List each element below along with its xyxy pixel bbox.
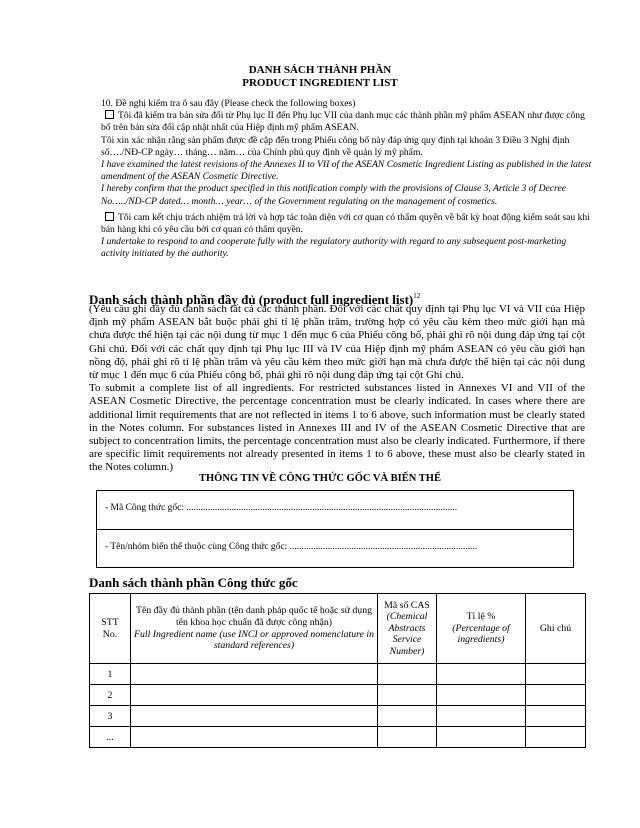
section-10-heading: 10. Đề nghị kiểm tra ô sau đây (Please check the following boxes) <box>101 98 356 109</box>
row-number: ... <box>90 727 131 748</box>
instructions-en: To submit a complete list of all ingredients. For restricted substances listed in Annexes VI and VII of the ASEAN Cosmetic Directive, the percentage concentration must be clearly indicated. In cases where there are additional limit requirements that are not reflected in items 1 to 6 above, such information must be clearly stated in the Notes column. For substances listed in Annexes III and IV of the ASEAN Cosmetic Directive that are subject to concentration limits, the percentage concentration must also be clearly indicated. Furthermore, if there are specific limit requirements not already presented in items 1 to 6 above, these must also be clearly stated in the Notes column.) <box>89 382 585 474</box>
instructions-vi: (Yêu cầu ghi đầy đủ danh sách tất cả các thành phần. Đối với các chất quy định tại Phụ lục VI và VII của Hiệp định mỹ phẩm ASEAN bắt buộc phải ghi tỉ lệ phần trăm, trường hợp có yêu cầu kèm theo mức giới hạn mà chưa được thể hiện tại các nội dung từ mục 1 đến mục 6 của Phiếu công bố, phải ghi rõ nội dung đáp ứng tại cột Ghi chú. Đối với các chất quy định tại Phụ lục III và IV của Hiệp định mỹ phẩm ASEAN có yêu cầu giới hạn nồng độ, phải ghi rõ tỉ lệ phần trăm và yêu cầu kèm theo mức giới hạn mà chưa được thể hiện tại các nội dung từ mục 1 đến mục 6 của Phiếu công bố, phải ghi rõ nội dung đáp ứng tại cột Ghi chú. <box>89 303 585 382</box>
table-row <box>90 727 586 748</box>
document-title: DANH SÁCH THÀNH PHẦN <box>248 64 392 76</box>
col-header-no: STT No. <box>90 594 131 664</box>
formula-info-title: THÔNG TIN VỀ CÔNG THỨC GỐC VÀ BIẾN THỂ <box>199 473 441 484</box>
percentage-cell[interactable] <box>437 727 526 748</box>
checkbox-2[interactable] <box>105 212 114 221</box>
full-list-instructions <box>89 303 585 475</box>
cas-cell[interactable] <box>378 664 437 685</box>
declaration-3-en: I undertake to respond to and cooperate fully with the regulatory authority with regard to any subsequent post-marketing activity initiated by the authority. <box>101 236 567 260</box>
row-number: 3 <box>90 706 131 727</box>
percentage-cell[interactable] <box>437 706 526 727</box>
base-formula-code-field[interactable]: - Mã Công thức gốc: .................................................................................................................. <box>105 503 458 513</box>
section-10 <box>101 98 593 261</box>
notes-cell[interactable] <box>526 727 586 748</box>
notes-cell[interactable] <box>526 685 586 706</box>
declaration-3: Tôi cam kết chịu trách nhiệm trả lời và hợp tác toàn diện với cơ quan có thẩm quyền về bất kỳ hoạt động kiểm soát sau khi bán hàng khi có yêu cầu bởi cơ quan có thẩm quyền. <box>101 211 590 236</box>
declaration-2-en: I hereby confirm that the product specified in this notification comply with the provisions of Clause 3, Article 3 of Decree No…../ND-CP dated… month… year… of the Government regulating on the management of cosmetics. <box>101 183 566 207</box>
cas-cell[interactable] <box>378 706 437 727</box>
table-row <box>90 685 586 706</box>
variant-name-field[interactable]: - Tên/nhóm biến thể thuộc cùng Công thức gốc: ............................................................................... <box>97 529 573 568</box>
row-number: 1 <box>90 664 131 685</box>
ingredient-table-heading: Danh sách thành phần Công thức gốc <box>89 575 298 590</box>
col-header-percentage: Tỉ lệ % (Percentage of ingredients) <box>437 594 526 664</box>
row-number: 2 <box>90 685 131 706</box>
ingredient-table <box>89 593 586 748</box>
table-row <box>90 664 586 685</box>
notes-cell[interactable] <box>526 706 586 727</box>
ingredient-name-cell[interactable] <box>131 664 378 685</box>
percentage-cell[interactable] <box>437 685 526 706</box>
declaration-2: Tôi xin xác nhận rằng sản phẩm được đề cập đến trong Phiếu công bố này đáp ứng quy định tại khoản 3 Điều 3 Nghị định số…./NĐ-CP ngày… tháng… năm… của Chính phủ quy định về quản lý mỹ phẩm. <box>101 134 570 158</box>
table-row <box>90 706 586 727</box>
col-header-name: Tên đầy đủ thành phần (tên danh pháp quốc tế hoặc sử dụng tên khoa học chuẩn đã được công nhận) Full Ingredient name (use INCI or approved nomenclature in standard references) <box>131 594 378 664</box>
cas-cell[interactable] <box>378 727 437 748</box>
full-list-heading: Danh sách thành phần đầy đủ (product full ingredient list)$^{12}$ <box>89 292 421 307</box>
ingredient-name-cell[interactable] <box>131 727 378 748</box>
cas-cell[interactable] <box>378 685 437 706</box>
document-subtitle: PRODUCT INGREDIENT LIST <box>242 77 398 89</box>
ingredient-name-cell[interactable] <box>131 685 378 706</box>
ingredient-name-cell[interactable] <box>131 706 378 727</box>
col-header-cas: Mã số CAS (Chemical Abstracts Service Number) <box>378 594 437 664</box>
notes-cell[interactable] <box>526 664 586 685</box>
col-header-notes: Ghi chú <box>526 594 586 664</box>
declaration-1: Tôi đã kiểm tra bản sửa đổi từ Phụ lục II đến Phụ lục VII của danh mục các thành phần mỹ phẩm ASEAN như được công bố trên bản sửa đổi cập nhật nhất của Hiệp định mỹ phẩm ASEAN. <box>101 110 585 134</box>
declaration-1-en: I have examined the latest revisions of the Annexes II to VII of the ASEAN Cosmetic Ingredient Listing as published in the latest amendment of the ASEAN Cosmetic Directive. <box>101 159 592 183</box>
table-header-row <box>90 594 586 664</box>
percentage-cell[interactable] <box>437 664 526 685</box>
formula-info-box <box>96 490 574 568</box>
footnote-ref: 12 <box>413 292 421 300</box>
checkbox-1[interactable] <box>105 110 114 119</box>
